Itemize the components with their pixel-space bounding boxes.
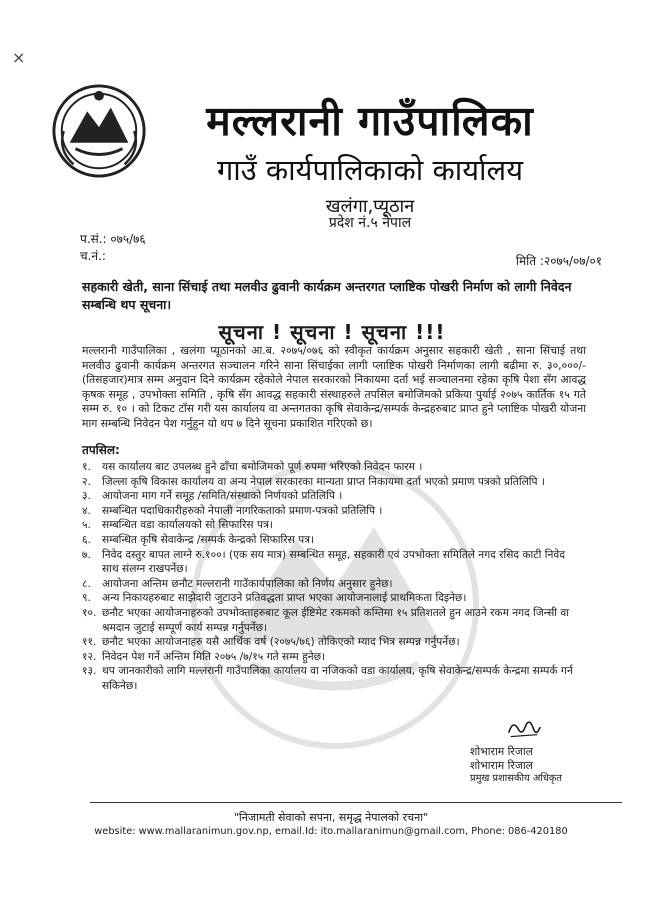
list-item: १. यस कार्यालय बाट उपलब्ध हुने ढाँचा बमोजिमको पूर्ण रुपमा भरिएको निवेदन फारम । — [82, 461, 423, 473]
list-item: ९. अन्य निकायहरुबाट साझेदारी जुटाउने प्रतिवद्धता प्राप्त भएका आयोजनालाई प्राथमिकता दिइनेछ। — [82, 592, 467, 605]
list-item: ४. सम्बन्धित पदाधिकारीहरुको नेपाली नागरिकताको प्रमाण-पत्रको प्रतिलिपि । — [82, 504, 383, 517]
municipality-name: मल्लरानी गाउँपालिका — [206, 97, 534, 145]
letter-number: प.सं.: ०७५/७६ — [80, 232, 146, 246]
office-name: गाउँ कार्यपालिकाको कार्यालय — [216, 153, 524, 187]
signatory-name: शोभाराम रिजाल — [470, 745, 533, 758]
punch-hole-mark: × — [12, 48, 26, 67]
municipality-emblem-icon — [50, 82, 148, 180]
subject-line: सहकारी खेती, साना सिंचाई तथा मलवीउ ढुवानी कार्यक्रम अन्तरगत प्लाष्टिक पोखरी निर्माण को लागी निवेदन सम्बन्धि थप सूचना। — [82, 279, 572, 312]
list-item: ६. सम्बन्धित कृषि सेवाकेन्द्र /सम्पर्क केन्द्रको सिफारिस पत्र। — [82, 533, 315, 546]
list-item: २. जिल्ला कृषि विकास कार्यालय वा अन्य नेपाल सरकारका मान्यता प्राप्त निकायमा दर्ता भएको प्रमाण पत्रको प्रतिलिपि । — [82, 475, 545, 488]
list-item: १०. छनौट भएका आयोजनाहरुको उपभोक्ताहरुबाट कूल ईष्टिमेट रकमको कम्तिमा १५ प्रतिशतले हुन आउने रकम नगद जिन्सी वा श्रमदान जुटाई सम्पूर्ण कार्य सम्पन्न गर्नुपर्नेछ। — [82, 606, 570, 634]
signatory-designation: प्रमुख प्रशासकीय अधिकृत — [470, 773, 562, 784]
footer-contact: website: www.mallaranimun.gov.np, email.Id: ito.mallaranimun@gmail.com, Phone: 086-420180 — [94, 826, 568, 837]
list-item: १२. निवेदन पेश गर्ने अन्तिम मिति २०७५ /७/१५ गते सम्म हुनेछ। — [82, 650, 326, 663]
list-item: ३. आयोजना माग गर्ने समूह /समिति/संस्थाको निर्णयको प्रतिलिपि । — [82, 490, 343, 503]
signatory-stamp-name: शोभाराम रिजाल — [470, 758, 533, 772]
list-item: १३. थप जानकारीको लागि मल्लरानी गाउँपालिका कार्यालय वा नजिकको वडा कार्यालय, कृषि सेवाकेन्द्र/सम्पर्क केन्द्रमा सम्पर्क गर्न सकिनेछ। — [82, 665, 573, 692]
footer-slogan: "निजामती सेवाको सपना, समृद्ध नेपालको रचना" — [233, 811, 429, 824]
letter-date: मिति :२०७५/०७/०१ — [515, 254, 602, 268]
list-item: ५. सम्बन्धित वडा कार्यालयको सो सिफारिस पत्र। — [82, 519, 273, 532]
notice-heading: सूचना ! सूचना ! सूचना !!! — [218, 320, 446, 344]
signatory-block — [470, 745, 610, 786]
requirements-list — [82, 460, 582, 694]
list-heading: तपसिल: — [82, 443, 120, 457]
handwritten-signature — [505, 715, 543, 741]
dispatch-number: च.नं.: — [80, 249, 106, 263]
list-item: ७. निवेद दस्तुर बापत लाग्ने रु.१००। (एक सय मात्र) सम्बन्धित समूह, सहकारी एवं उपभोक्ता समितिले नगद रसिद काटी निवेद साथ संलग्न राखपर्नेछ। — [82, 548, 565, 576]
footer-divider — [90, 802, 622, 803]
notice-body: मल्लरानी गाउँपालिका , खलंगा प्यूठानको आ.ब. २०७५/०७६ को स्वीकृत कार्यक्रम अनुसार सहकारी खेती , साना सिंचाई तथा मलवीउ ढुवानी कार्यक्रम अन्तरगत सञ्चालन गरिने साना सिंचाईका लागी प्लाष्टिक पोखरी निर्माणका लागी बढीमा रु. ३०,०००/- (तिसहजार)मात्र सम्म अनुदान दिने कार्यक्रम रहेकोले नेपाल सरकारको निकायमा दर्ता भई सञ्चालनमा रहेका कृषि पेशा सँग आवद्ध कृषक समूह , उपभोक्ता समिति , कृषि सँग आवद्ध सहकारी संस्थाहरुले तपसिल बमोजिमको प्रकिया पुर्याई २०७५ कार्तिक १५ गते सम्म रु. १० । को टिकट टाँस गरी यस कार्यालय वा अन्तगतका कृषि सेवाकेन्द्र/सम्पर्क केन्द्रहरुबाट प्राप्त हुने प्लाष्टिक पोखरी योजना माग सम्बन्धि निवेदन पेश गर्नुहुन यो थप ७ दिने सूचना प्रकाशित गरिएको छ। — [82, 344, 586, 430]
list-item: ११. छनौट भएका आयोजनाहरु यसै आर्थिक वर्ष (२०७५/७६) तोकिएको म्याद भित्र सम्पन्न गर्नुपर्नेछ। — [82, 636, 460, 649]
province-name: प्रदेश नं.५ नेपाल — [328, 215, 412, 231]
list-item: ८. आयोजना अन्तिम छनौट मल्लरानी गाउँकार्यपालिका को निर्णय अनुसार हुनेछ। — [82, 577, 393, 590]
office-address: खलंगा,प्यूठान — [325, 196, 415, 217]
